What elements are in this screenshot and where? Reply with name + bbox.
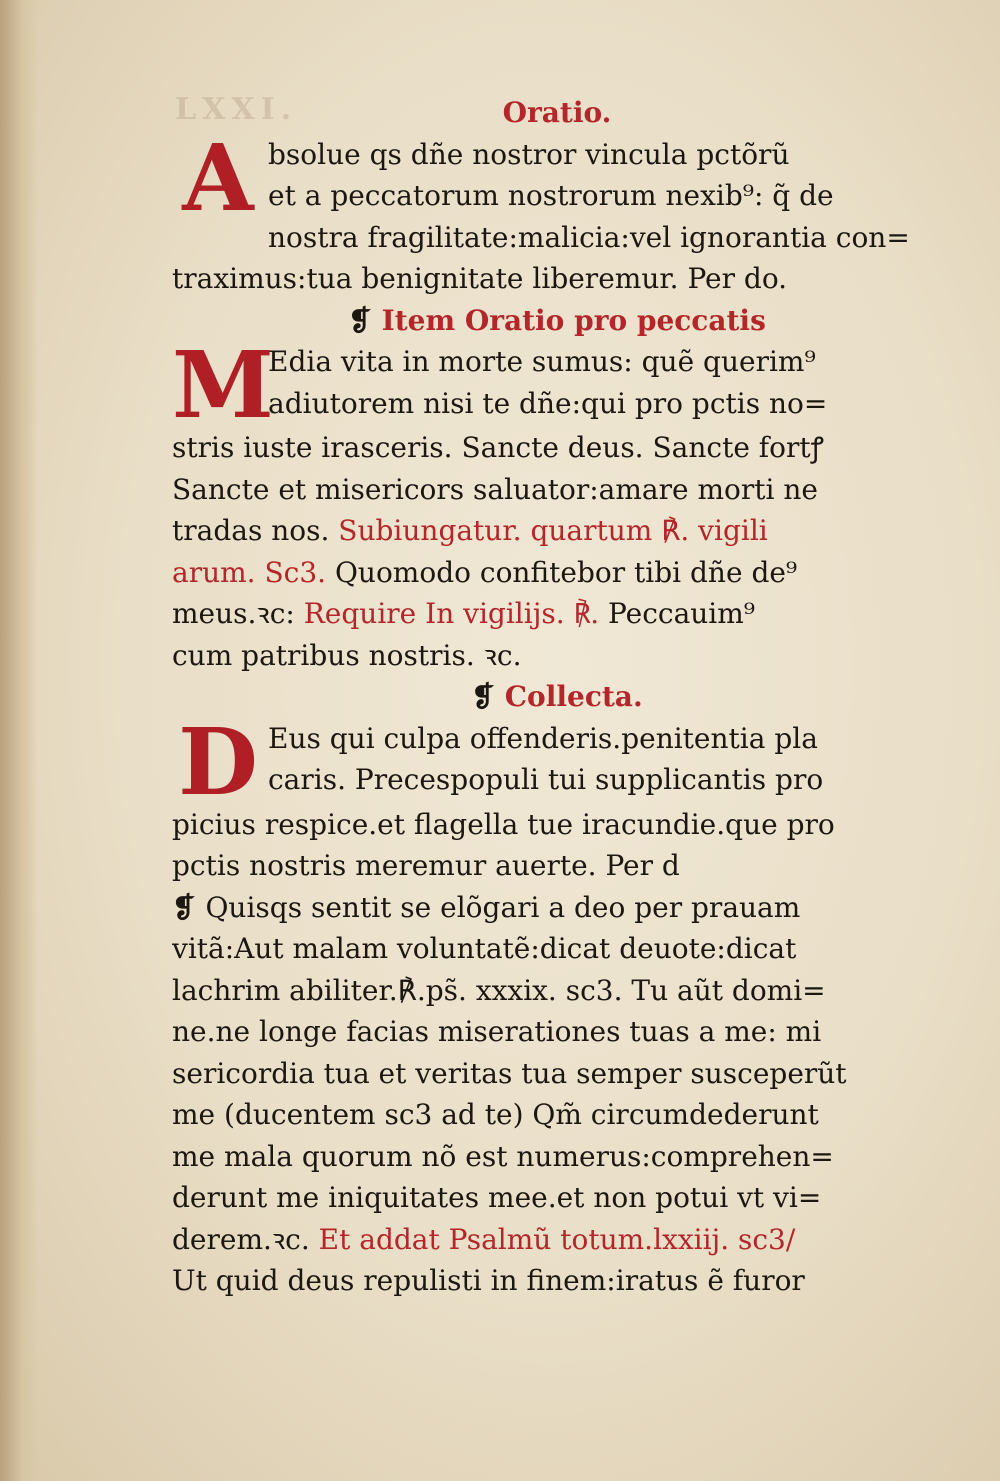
rubric-segment: arum. Sc3.	[172, 555, 335, 589]
illuminated-initial-d: D	[178, 717, 258, 804]
text-line: cum patribus nostris. ꝛc.	[172, 638, 522, 672]
heading-collecta-text: Collecta.	[504, 680, 643, 713]
text-line: derunt me iniquitates mee.et non potui vt vi=	[172, 1181, 822, 1214]
text-line: Eus qui culpa offenderis.penitentia pla	[268, 721, 818, 755]
rubric-segment: Subiungatur. quartum ℟. vigili	[338, 514, 768, 547]
text-line: Sancte et misericors saluator:amare morti ne	[172, 472, 818, 506]
paragraph-mark-icon: ❡	[348, 303, 372, 337]
rubric-segment: Require In vigilijs. ℟.	[303, 597, 609, 630]
text-segment: Quomodo confitebor tibi dñe de⁹	[334, 555, 798, 589]
text-line: bsolue qs dñe nostror vincula pctõrũ	[268, 137, 790, 171]
text-line-mixed	[172, 1219, 942, 1261]
text-line: et a peccatorum nostrorum nexib⁹: q̃ de	[268, 179, 834, 212]
paragraph-deus-qui	[172, 718, 942, 804]
text-line-mixed	[172, 593, 942, 635]
text-line-mixed	[172, 510, 942, 552]
illuminated-initial-a: A	[182, 133, 254, 232]
text-line: picius respice.et flagella tue iracundie.que pro	[172, 807, 835, 841]
heading-collecta	[172, 676, 942, 718]
text-segment: tradas nos.	[172, 514, 339, 547]
text-line: vitã:Aut malam voluntatẽ:dicat deuote:dicat	[172, 932, 797, 965]
text-line: lachrim abiliter.℟.ps̃. xxxix. sc3. Tu aũt domi=	[172, 973, 826, 1007]
text-segment: Quisqs sentit se elõgari a deo per prauam	[205, 890, 801, 924]
paragraph-mark-icon: ❡	[172, 890, 196, 924]
heading-item-text: Item Oratio pro peccatis	[381, 303, 766, 337]
text-line: sericordia tua et veritas tua semper susceperũt	[172, 1056, 847, 1090]
text-line: stris iuste irasceris. Sancte deus. Sancte fortꝭ	[172, 431, 824, 464]
text-line: traximus:tua benignitate liberemur. Per do.	[172, 262, 788, 295]
text-block	[172, 92, 942, 1302]
bleed-through-text: LXXI.	[175, 92, 298, 127]
text-segment: derem.ꝛc.	[172, 1222, 319, 1256]
text-line: nostra fragilitate:malicia:vel ignorantia con=	[268, 220, 910, 254]
bleed-through-footer	[320, 1258, 400, 1288]
paragraph-absolue	[172, 134, 942, 300]
text-line: Edia vita in morte sumus: quẽ querim⁹	[268, 345, 816, 378]
heading-item-oratio	[172, 300, 942, 342]
paragraph-media-vita	[172, 341, 942, 427]
text-segment: meus.ꝛc:	[172, 597, 304, 630]
text-line: ne.ne longe facias miserationes tuas a me: mi	[172, 1015, 822, 1048]
text-line: me (ducentem sc3 ad te) Qm̃ circumdederunt	[172, 1098, 819, 1131]
text-line-mixed	[172, 552, 942, 594]
text-segment: Peccauim⁹	[608, 597, 756, 630]
text-line-marked	[172, 887, 942, 929]
paragraph-mark-icon: ❡	[471, 680, 495, 713]
text-line: Ut quid deus repulisti in finem:iratus ẽ furor	[172, 1264, 805, 1297]
text-line: adiutorem nisi te dñe:qui pro pctis no=	[268, 386, 828, 420]
illuminated-initial-m: M	[172, 341, 274, 427]
heading-oratio: Oratio.	[502, 96, 612, 129]
page-binding-edge	[0, 0, 38, 1481]
text-line: pctis nostris meremur auerte. Per d	[172, 849, 680, 882]
text-line: me mala quorum nõ est numerus:comprehen=	[172, 1139, 834, 1173]
text-line: caris. Precespopuli tui supplicantis pro	[268, 763, 824, 796]
rubric-segment: Et addat Psalmũ totum.lxxiij. sc3/	[318, 1222, 796, 1256]
